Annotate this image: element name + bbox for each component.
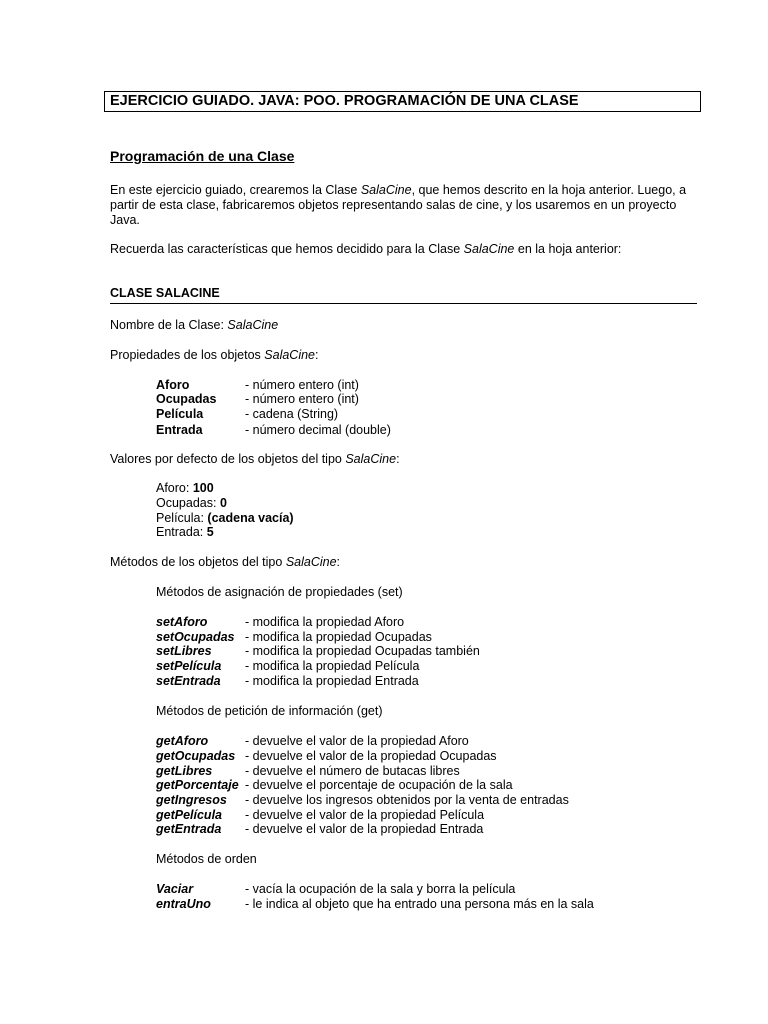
class-heading: CLASE SALACINE [110, 286, 697, 304]
intro-p2-text-end: en la hoja anterior: [514, 242, 622, 256]
class-name-value: SalaCine [227, 318, 279, 332]
intro-p1-text-end: , que hemos descrito en la hoja anterior. Luego, a partir de esta clase, fabricaremos objetos representando salas de cine, y los usaremos en un proyecto Java. [110, 183, 687, 227]
method-name: getIngresos [156, 793, 227, 807]
get-group-label: Métodos de petición de información (get) [156, 704, 383, 718]
default-value: 100 [192, 481, 214, 495]
intro-p2-text: Recuerda las características que hemos decidido para la Clase [110, 242, 464, 256]
method-desc: - modifica la propiedad Ocupadas también [245, 644, 480, 658]
method-name: setAforo [156, 615, 208, 629]
property-desc: - número entero (int) [245, 378, 359, 392]
method-desc: - vacía la ocupación de la sala y borra la película [245, 882, 516, 896]
intro-paragraph-1 [110, 183, 700, 228]
set-group-label: Métodos de asignación de propiedades (set) [156, 585, 403, 599]
method-desc: - modifica la propiedad Aforo [245, 615, 405, 629]
default-item [156, 496, 227, 511]
property-desc: - número decimal (double) [245, 423, 391, 437]
property-name: Aforo [156, 378, 190, 392]
class-name-label: Nombre de la Clase: [110, 318, 228, 332]
default-item [156, 481, 214, 496]
method-desc: - devuelve el valor de la propiedad Película [245, 808, 485, 822]
property-desc: - número entero (int) [245, 392, 359, 406]
defaults-label-text: Valores por defecto de los objetos del tipo [110, 452, 346, 466]
methods-label-class: SalaCine [285, 555, 337, 569]
method-desc: - modifica la propiedad Entrada [245, 674, 419, 688]
methods-label-end: : [336, 555, 341, 569]
property-name: Ocupadas [156, 392, 217, 406]
class-name-line [110, 318, 278, 333]
document-title: EJERCICIO GUIADO. JAVA: POO. PROGRAMACIÓN DE UNA CLASE [104, 91, 701, 112]
method-desc: - devuelve el porcentaje de ocupación de la sala [245, 778, 513, 792]
methods-label-text: Métodos de los objetos del tipo [110, 555, 286, 569]
methods-label [110, 555, 340, 570]
properties-label-text: Propiedades de los objetos [110, 348, 265, 362]
default-label: Película: [156, 511, 208, 525]
order-group-label: Métodos de orden [156, 852, 257, 866]
default-value: 0 [219, 496, 227, 510]
default-value: (cadena vacía) [207, 511, 294, 525]
method-name: getOcupadas [156, 749, 236, 763]
default-item [156, 511, 294, 526]
method-name: setOcupadas [156, 630, 235, 644]
method-name: getAforo [156, 734, 209, 748]
default-label: Aforo: [156, 481, 193, 495]
method-name: Vaciar [156, 882, 194, 896]
property-name: Entrada [156, 423, 203, 437]
method-desc: - le indica al objeto que ha entrado una persona más en la sala [245, 897, 594, 911]
method-desc: - devuelve los ingresos obtenidos por la venta de entradas [245, 793, 569, 807]
method-desc: - modifica la propiedad Película [245, 659, 420, 673]
method-desc: - devuelve el valor de la propiedad Ocupadas [245, 749, 497, 763]
properties-label-class: SalaCine [264, 348, 316, 362]
default-label: Ocupadas: [156, 496, 220, 510]
section-title: Programación de una Clase [110, 148, 295, 164]
defaults-label-class: SalaCine [345, 452, 397, 466]
method-desc: - devuelve el número de butacas libres [245, 764, 460, 778]
intro-p1-text: En este ejercicio guiado, crearemos la Clase [110, 183, 361, 197]
default-value: 5 [206, 525, 214, 539]
method-name: getPorcentaje [156, 778, 239, 792]
default-item [156, 525, 214, 540]
method-desc: - modifica la propiedad Ocupadas [245, 630, 432, 644]
properties-label-end: : [315, 348, 319, 362]
defaults-label [110, 452, 400, 467]
method-name: getLibres [156, 764, 213, 778]
defaults-label-end: : [396, 452, 400, 466]
intro-p1-class-name: SalaCine [360, 183, 412, 197]
default-label: Entrada: [156, 525, 207, 539]
method-desc: - devuelve el valor de la propiedad Entrada [245, 822, 484, 836]
method-name: getEntrada [156, 822, 222, 836]
intro-paragraph-2 [110, 242, 700, 257]
method-desc: - devuelve el valor de la propiedad Aforo [245, 734, 469, 748]
method-name: getPelícula [156, 808, 222, 822]
intro-p2-class-name: SalaCine [463, 242, 515, 256]
method-name: entraUno [156, 897, 211, 911]
property-name: Película [156, 407, 204, 421]
method-name: setPelícula [156, 659, 222, 673]
method-name: setLibres [156, 644, 212, 658]
method-name: setEntrada [156, 674, 221, 688]
properties-label [110, 348, 319, 363]
property-desc: - cadena (String) [245, 407, 339, 421]
